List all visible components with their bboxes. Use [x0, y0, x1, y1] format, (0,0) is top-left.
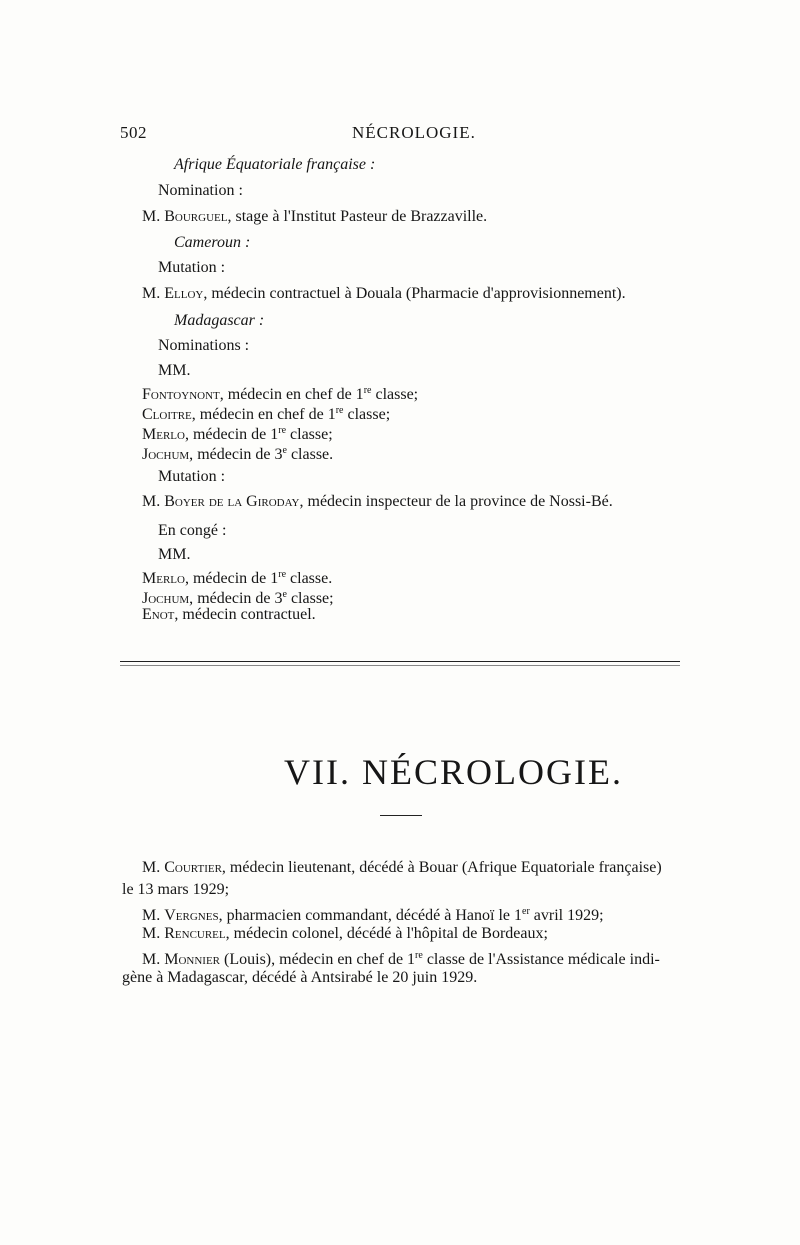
- entry-prefix: M.: [142, 951, 161, 968]
- madagascar-mm: MM.: [158, 362, 191, 379]
- entry-prefix: M.: [142, 925, 161, 942]
- person-name: Enot,: [142, 606, 179, 623]
- entry-text: médecin en chef de 1: [199, 406, 336, 423]
- death-entry-continued: [122, 880, 229, 900]
- entry-text: le 13 mars 1929;: [122, 881, 230, 898]
- entry-text: médecin contractuel à Douala (Pharmacie d'approvisionnement).: [211, 285, 626, 302]
- ordinal-sup: re: [335, 405, 344, 416]
- entry-prefix: M.: [142, 907, 161, 924]
- death-entry: [142, 858, 662, 878]
- ordinal-sup: e: [282, 589, 287, 600]
- entry-text: médecin lieutenant, décédé à Bouar (Afrique Equatoriale française): [229, 859, 662, 876]
- entry-text-end: classe.: [286, 446, 334, 463]
- entry-text-end: classe;: [343, 406, 391, 423]
- entry-text: médecin contractuel.: [182, 606, 316, 623]
- person-name: Vergnes,: [164, 907, 223, 924]
- aef-entry: [142, 207, 487, 227]
- region-cameroun: Cameroun :: [174, 234, 251, 251]
- entry-prefix: M.: [142, 208, 161, 225]
- entry-prefix: M.: [142, 285, 161, 302]
- entry-prefix: M.: [142, 493, 161, 510]
- entry-text: gène à Madagascar, décédé à Antsirabé le 20 juin 1929.: [122, 969, 478, 986]
- entry-prefix: M.: [142, 859, 161, 876]
- region-aef: Afrique Équatoriale française :: [174, 156, 376, 173]
- region-madagascar: Madagascar :: [174, 312, 265, 329]
- ordinal-sup: re: [415, 950, 423, 961]
- entry-text: médecin de 3: [197, 590, 283, 607]
- person-name: Courtier,: [164, 859, 226, 876]
- conge-item: [142, 605, 316, 625]
- entry-text-end: classe;: [286, 426, 333, 443]
- person-name: Cloitre,: [142, 406, 196, 423]
- madagascar-mutation-label: Mutation :: [158, 468, 226, 485]
- entry-text-end: classe;: [286, 590, 334, 607]
- entry-text: médecin de 1: [192, 570, 279, 587]
- entry-text: médecin inspecteur de la province de Nossi-Bé.: [307, 493, 613, 510]
- madagascar-mutation-entry: [142, 492, 613, 512]
- death-entry-continued: [122, 968, 477, 988]
- entry-text: (Louis), médecin en chef de 1: [224, 951, 416, 968]
- death-entry: [142, 946, 660, 970]
- running-title: NÉCROLOGIE.: [352, 123, 476, 142]
- cameroun-mutation-label: Mutation :: [158, 259, 226, 276]
- death-entry: [142, 924, 548, 944]
- conge-label: En congé :: [158, 522, 227, 539]
- person-name: Fontoynont,: [142, 386, 224, 403]
- entry-text: stage à l'Institut Pasteur de Brazzaville.: [235, 208, 488, 225]
- title-underline: [380, 815, 422, 816]
- person-name: Merlo,: [142, 570, 189, 587]
- ordinal-sup: er: [522, 906, 530, 917]
- entry-text-end: classe de l'Assistance médicale indi-: [422, 951, 660, 968]
- person-name: Merlo,: [142, 426, 189, 443]
- person-name: Boyer de la Giroday,: [164, 493, 304, 510]
- entry-text: médecin colonel, décédé à l'hôpital de Bordeaux;: [233, 925, 548, 942]
- section-title: VII. NÉCROLOGIE.: [284, 752, 623, 792]
- conge-mm: MM.: [158, 546, 191, 563]
- person-name: Jochum,: [142, 446, 194, 463]
- aef-nomination-label: Nomination :: [158, 182, 243, 199]
- entry-text: médecin de 1: [192, 426, 279, 443]
- entry-name: Elloy,: [164, 285, 208, 302]
- page-number: 502: [120, 123, 147, 142]
- cameroun-entry: [142, 284, 626, 304]
- person-name: Jochum,: [142, 590, 194, 607]
- entry-name: Bourguel,: [164, 208, 232, 225]
- madagascar-nominations-label: Nominations :: [158, 337, 250, 354]
- entry-text: pharmacien commandant, décédé à Hanoï le 1: [226, 907, 522, 924]
- entry-text: médecin en chef de 1: [227, 386, 364, 403]
- entry-text: médecin de 3: [197, 446, 283, 463]
- ordinal-sup: re: [278, 425, 287, 436]
- ordinal-sup: e: [282, 445, 287, 456]
- death-entry: [142, 902, 604, 926]
- person-name: Monnier: [164, 951, 221, 968]
- person-name: Rencurel,: [164, 925, 230, 942]
- ordinal-sup: re: [278, 569, 287, 580]
- entry-text-end: classe.: [286, 570, 333, 587]
- section-divider-thin: [120, 665, 680, 666]
- nomination-item: [142, 441, 333, 465]
- entry-text-end: classe;: [371, 386, 419, 403]
- section-divider: [120, 661, 680, 662]
- entry-text-end: avril 1929;: [529, 907, 604, 924]
- ordinal-sup: re: [363, 385, 372, 396]
